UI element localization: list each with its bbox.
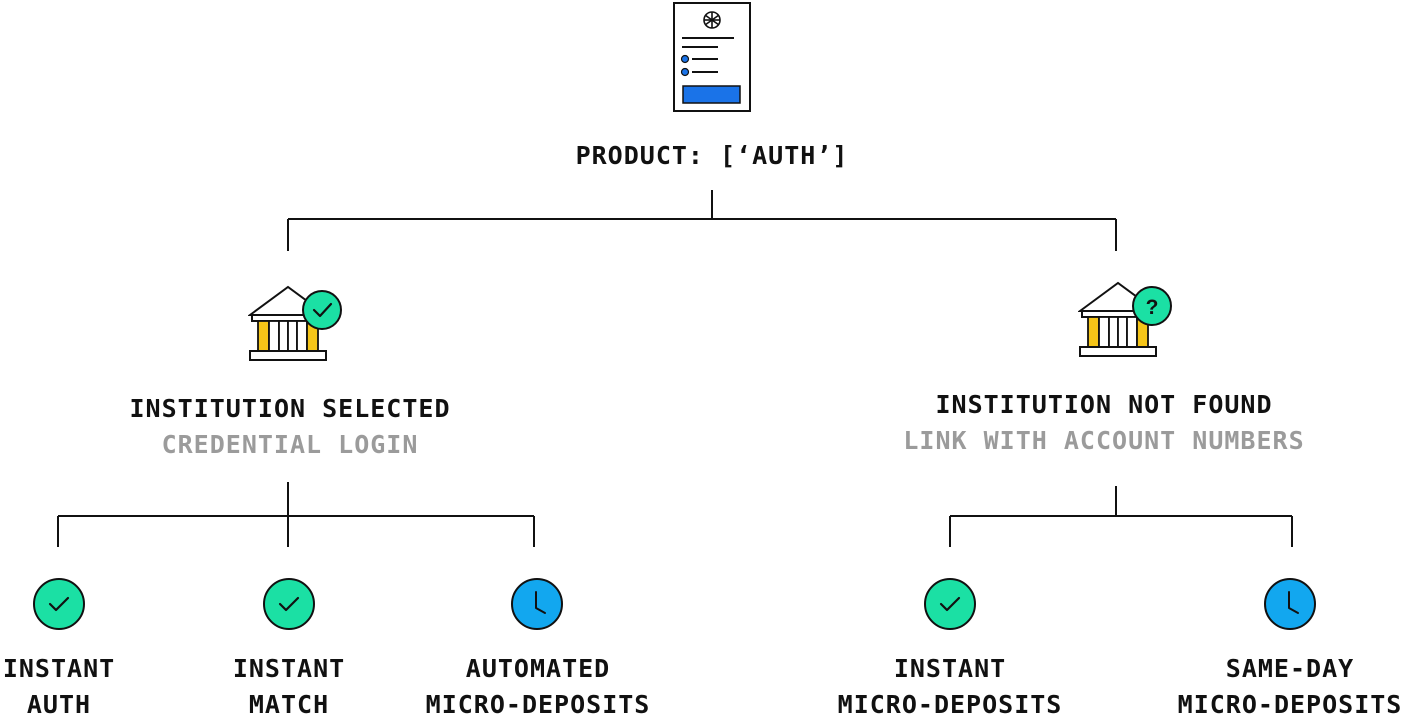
branch-right-label: [903, 387, 1304, 459]
leaf-label: INSTANT MATCH: [232, 654, 346, 719]
check-icon: [32, 577, 86, 631]
svg-text:?: ?: [1145, 296, 1159, 319]
bank-check-icon: [248, 285, 344, 363]
check-icon: [262, 577, 316, 631]
branch-title: INSTITUTION SELECTED: [129, 394, 451, 423]
branch-subtitle: LINK WITH ACCOUNT NUMBERS: [903, 426, 1305, 455]
branch-subtitle: CREDENTIAL LOGIN: [161, 430, 419, 459]
bank-question-icon: [1078, 281, 1174, 359]
root-label: PRODUCT: [‘AUTH’]: [575, 141, 849, 170]
leaf-label: INSTANT AUTH: [2, 654, 116, 719]
check-icon: [923, 577, 977, 631]
leaf-label: AUTOMATED MICRO-DEPOSITS: [425, 654, 651, 719]
leaf-label: SAME-DAY MICRO-DEPOSITS: [1177, 654, 1403, 719]
branch-title: INSTITUTION NOT FOUND: [935, 390, 1273, 419]
leaf-label: INSTANT MICRO-DEPOSITS: [837, 654, 1063, 719]
document-icon: [672, 1, 752, 113]
branch-left-label: [129, 391, 450, 463]
clock-icon: [1263, 577, 1317, 631]
clock-icon: [510, 577, 564, 631]
